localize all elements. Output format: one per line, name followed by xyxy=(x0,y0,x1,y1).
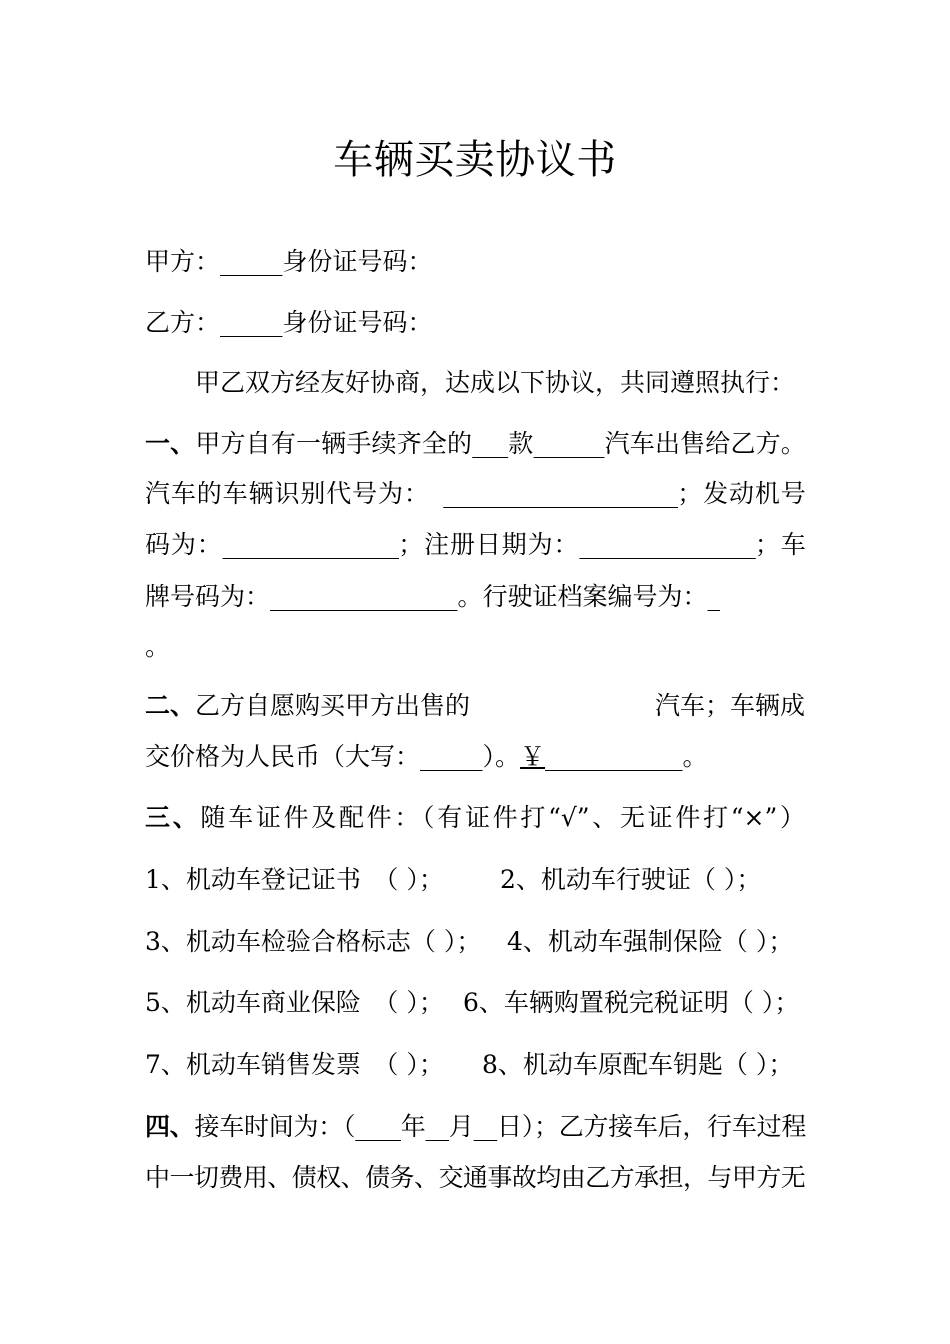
checkbox-purchase-tax-certificate: （ ） xyxy=(728,988,775,1017)
checkbox-driving-license: （ ） xyxy=(690,865,737,894)
checkbox-inspection-mark: （ ） xyxy=(410,927,457,956)
vin-label: 汽车的车辆识别代号为： xyxy=(145,479,444,508)
checklist-item-compulsory-insurance xyxy=(507,917,793,967)
checkbox-compulsory-insurance: （ ） xyxy=(722,927,769,956)
price-words-close: ）。 xyxy=(482,742,521,771)
model-suffix-text: 款 xyxy=(507,429,534,458)
license-file-number-label: 。行驶证档案编号为： xyxy=(457,582,708,611)
registration-date-label: ；注册日期为： xyxy=(398,530,580,559)
checklist-item-registration-certificate xyxy=(145,855,444,905)
party-b-name-blank: _____ xyxy=(220,308,283,337)
currency-symbol: ￥ xyxy=(520,742,546,771)
clause-1-line-4 xyxy=(145,572,805,622)
checklist-item-label: 8、机动车原配车钥匙 xyxy=(482,1050,723,1079)
year-unit: 年 xyxy=(399,1112,426,1141)
handover-responsibility-text: 日）；乙方接车后，行车过程 xyxy=(495,1112,805,1141)
party-a-line xyxy=(145,237,805,287)
vin-blank: ____________________ xyxy=(443,479,678,508)
clause-1-line-5 xyxy=(145,622,805,672)
checklist-item-label: 5、机动车商业保险 xyxy=(145,988,386,1017)
plate-number-blank: _______________ xyxy=(270,582,458,611)
clause-1-end-mark: 。 xyxy=(145,632,171,661)
price-words-label: 交价格为人民币（大写： xyxy=(145,742,421,771)
checkbox-commercial-insurance: （ ） xyxy=(385,988,419,1017)
clause-1-line-2 xyxy=(145,469,805,519)
clause-1-intro-text: 甲方自有一辆手续齐全的 xyxy=(195,429,473,458)
checklist-item-label: 4、机动车强制保险 xyxy=(507,927,723,956)
party-a-name-blank: _____ xyxy=(220,247,283,276)
document-title: 车辆买卖协议书 xyxy=(333,137,617,183)
checkbox-registration-certificate: （ ） xyxy=(385,865,419,894)
engine-number-blank: _______________ xyxy=(222,530,399,559)
handover-year-blank: ____ xyxy=(355,1112,400,1141)
handover-day-blank: __ xyxy=(473,1112,496,1141)
plate-number-label-end: 牌号码为： xyxy=(145,582,271,611)
clause-4-number: 四、 xyxy=(145,1112,195,1141)
checklist-row-3 xyxy=(145,978,805,1028)
handover-month-blank: __ xyxy=(425,1112,448,1141)
checklist-item-commercial-insurance xyxy=(145,978,444,1028)
checklist-separator: ； xyxy=(736,865,762,894)
checklist-separator: ； xyxy=(768,1050,794,1079)
checklist-item-sales-invoice xyxy=(145,1040,444,1090)
party-b-line xyxy=(145,298,805,348)
checklist-item-label: 6、车辆购置税完税证明 xyxy=(463,988,729,1017)
clause-2-left xyxy=(145,681,470,731)
checklist-item-label: 3、机动车检验合格标志 xyxy=(145,927,411,956)
month-unit: 月 xyxy=(447,1112,474,1141)
checklist-item-inspection-mark xyxy=(145,917,481,967)
checklist-separator: ； xyxy=(418,988,444,1017)
party-b-id-label: 身份证号码： xyxy=(282,308,433,337)
checklist-item-label: 1、机动车登记证书 xyxy=(145,865,386,894)
engine-number-label-end: 码为： xyxy=(145,530,223,559)
checklist-row-1 xyxy=(145,855,805,905)
clause-3-heading: 随车证件及配件：（有证件打“√”、无证件打“×”） xyxy=(200,803,805,832)
clause-2-intro-text: 乙方自愿购买甲方出售的 xyxy=(195,691,471,720)
clause-2-line-2 xyxy=(145,732,805,782)
price-end-mark: 。 xyxy=(682,742,708,771)
clause-1-number: 一、 xyxy=(145,429,196,458)
checkbox-sales-invoice: （ ） xyxy=(385,1050,419,1079)
clause-4-line-1 xyxy=(145,1102,805,1152)
checklist-item-label: 2、机动车行驶证 xyxy=(500,865,691,894)
registration-date-blank: _______________ xyxy=(579,530,755,559)
checklist-separator: ； xyxy=(774,988,800,1017)
checklist-separator: ； xyxy=(418,865,444,894)
checklist-separator: ； xyxy=(456,927,482,956)
party-a-id-label: 身份证号码： xyxy=(282,247,433,276)
liability-text: 中一切费用、债权、债务、交通事故均由乙方承担，与甲方无 xyxy=(145,1163,805,1192)
checklist-item-original-keys xyxy=(482,1040,793,1090)
checklist-row-2 xyxy=(145,917,805,967)
clause-3-number: 三、 xyxy=(145,803,201,832)
checklist-separator: ； xyxy=(418,1050,444,1079)
clause-3-heading-line xyxy=(145,793,805,843)
checklist-separator: ； xyxy=(768,927,794,956)
clause-4-line-2 xyxy=(145,1153,805,1203)
checklist-row-4 xyxy=(145,1040,805,1090)
party-a-label: 甲方： xyxy=(145,247,221,276)
handover-time-label: 接车时间为：（ xyxy=(194,1112,356,1141)
clause-2-line-1 xyxy=(145,681,805,731)
license-file-number-blank: _ xyxy=(707,582,721,611)
engine-number-label-start: ；发动机号 xyxy=(677,479,805,508)
clause-2-number: 二、 xyxy=(145,691,196,720)
sale-statement-text: 汽车出售给乙方。 xyxy=(603,429,806,458)
price-amount-blank: ___________ xyxy=(545,742,683,771)
clause-1-line-1 xyxy=(145,419,805,469)
vehicle-model-blank: ___ xyxy=(472,429,508,458)
clause-2-right-text: 汽车；车辆成 xyxy=(654,691,805,720)
price-words-blank: _____ xyxy=(420,742,483,771)
vehicle-brand-blank: ______ xyxy=(533,429,604,458)
checkbox-original-keys: （ ） xyxy=(722,1050,769,1079)
checklist-item-driving-license xyxy=(500,855,761,905)
clause-1-line-3 xyxy=(145,520,805,570)
party-b-label: 乙方： xyxy=(145,308,221,337)
checklist-item-purchase-tax-certificate xyxy=(463,978,799,1028)
checklist-item-label: 7、机动车销售发票 xyxy=(145,1050,386,1079)
preamble: 甲乙双方经友好协商，达成以下协议，共同遵照执行： xyxy=(195,368,796,397)
plate-number-label-start: ；车 xyxy=(754,530,806,559)
